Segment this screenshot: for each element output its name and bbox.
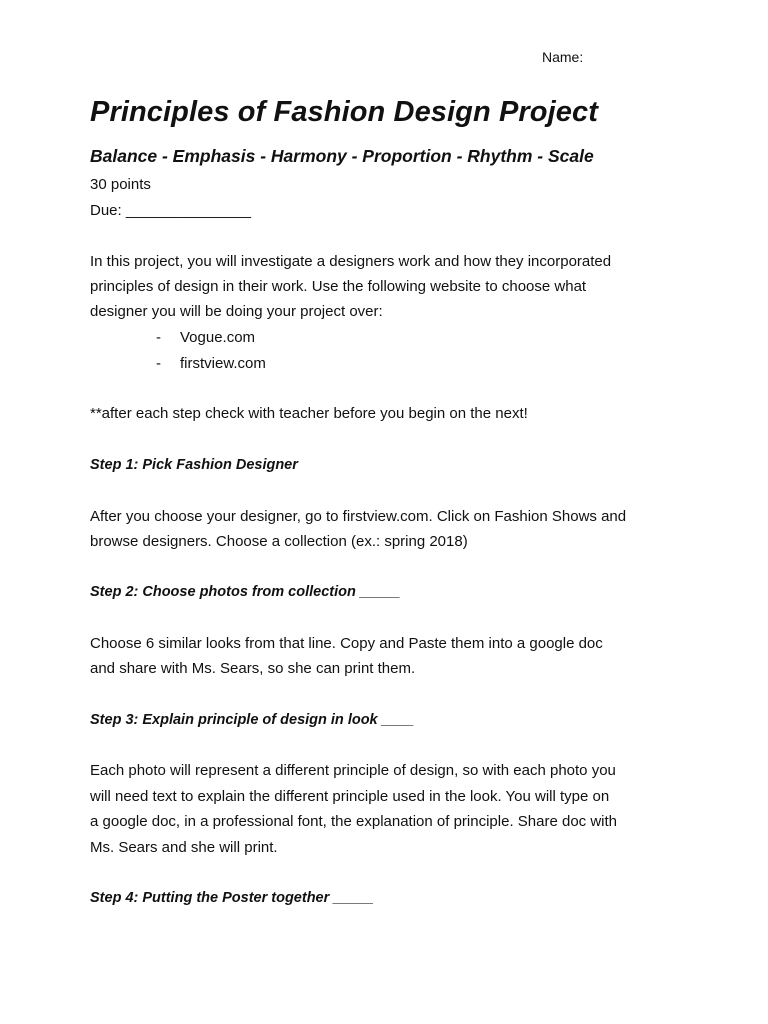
step-2-body-line-1: Choose 6 similar looks from that line. Copy and Paste them into a google doc xyxy=(90,635,603,652)
list-item xyxy=(156,355,266,372)
step-2-body-line-2: and share with Ms. Sears, so she can print them. xyxy=(90,660,416,677)
step-1-body-line-1: After you choose your designer, go to firstview.com. Click on Fashion Shows and xyxy=(90,508,627,525)
page-subtitle: Balance - Emphasis - Harmony - Proportion - Rhythm - Scale xyxy=(90,146,594,166)
website-label: firstview.com xyxy=(180,355,266,372)
website-label: Vogue.com xyxy=(180,329,256,346)
bullet-dash: - xyxy=(156,355,161,372)
step-1-body-line-2: browse designers. Choose a collection (ex.: spring 2018) xyxy=(90,533,468,550)
intro-line-2: principles of design in their work. Use the following website to choose what xyxy=(90,278,587,295)
due-text: Due: _______________ xyxy=(90,202,251,219)
name-label: Name: xyxy=(542,49,584,65)
teacher-note: **after each step check with teacher before you begin on the next! xyxy=(90,405,528,422)
step-3-body-line-4: Ms. Sears and she will print. xyxy=(90,839,278,856)
step-2-heading: Step 2: Choose photos from collection _____ xyxy=(90,584,401,600)
step-3-body-line-1: Each photo will represent a different principle of design, so with each photo you xyxy=(90,762,616,779)
intro-line-3: designer you will be doing your project over: xyxy=(90,303,383,320)
page-title: Principles of Fashion Design Project xyxy=(90,96,598,128)
step-4-heading: Step 4: Putting the Poster together _____ xyxy=(90,890,374,906)
points-text: 30 points xyxy=(90,176,151,193)
bullet-dash: - xyxy=(156,329,161,346)
step-3-body-line-2: will need text to explain the different principle used in the look. You will type on xyxy=(90,788,610,805)
intro-line-1: In this project, you will investigate a designers work and how they incorporated xyxy=(90,253,612,270)
step-3-heading: Step 3: Explain principle of design in look ____ xyxy=(90,712,414,728)
list-item xyxy=(156,329,255,346)
step-3-body-line-3: a google doc, in a professional font, the explanation of principle. Share doc with xyxy=(90,813,618,830)
step-1-heading: Step 1: Pick Fashion Designer xyxy=(90,457,298,473)
